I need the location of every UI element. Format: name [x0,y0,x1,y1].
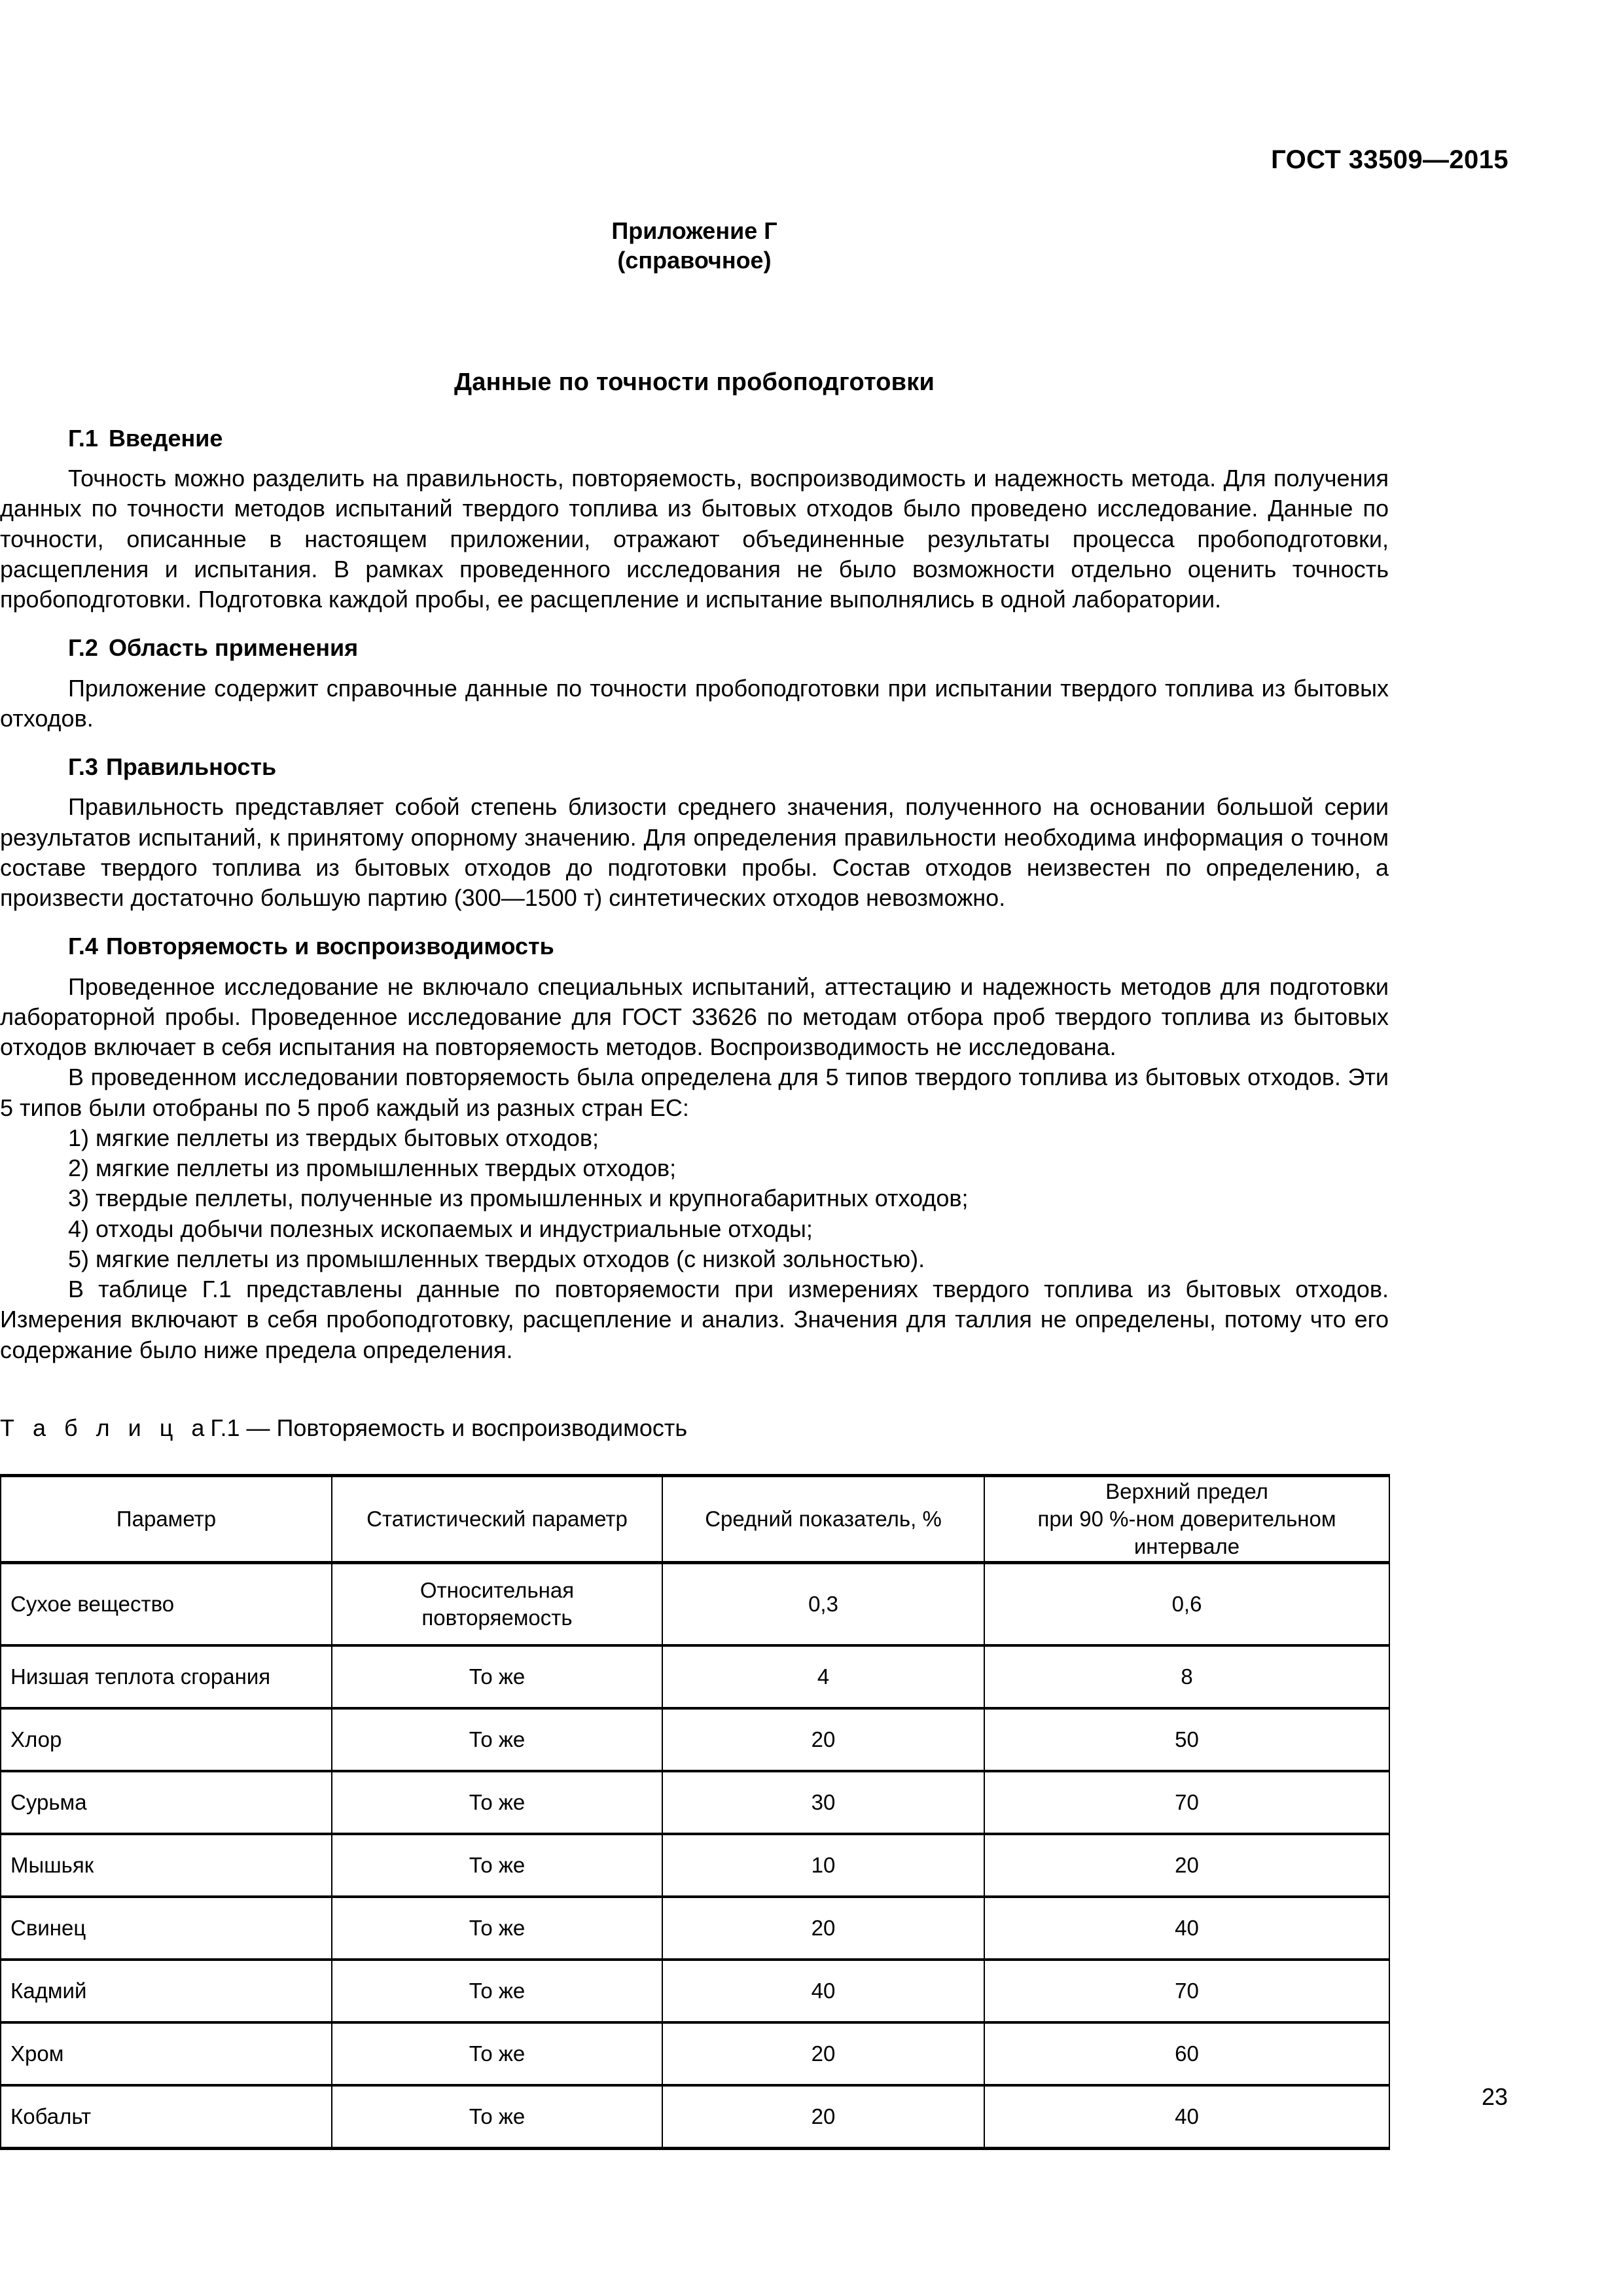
section-number-g1: Г.1 [68,425,98,452]
table-row [1,2085,1389,2149]
section-number-g4: Г.4 [68,933,98,960]
table-row [1,2022,1389,2085]
cell-statistic: То же [332,1834,662,1897]
section-title-g1: Введение [108,425,223,452]
annex-heading [0,216,1389,276]
section-heading-g4 [0,932,1389,960]
table-row [1,1834,1389,1897]
cell-mean: 20 [662,2022,984,2085]
cell-statistic: То же [332,2022,662,2085]
running-header-standard-ref: ГОСТ 33509—2015 [1271,145,1508,174]
cell-upper: 8 [984,1645,1389,1708]
cell-upper: 70 [984,1771,1389,1834]
cell-parameter: Кадмий [1,1960,332,2022]
cell-mean: 20 [662,1708,984,1771]
section-number-g2: Г.2 [68,634,98,662]
cell-statistic: То же [332,1645,662,1708]
table-row [1,1645,1389,1708]
cell-statistic: То же [332,1771,662,1834]
cell-upper: 40 [984,2085,1389,2149]
section-title-g4: Повторяемость и воспроизводимость [105,933,554,960]
table-row [1,1708,1389,1771]
cell-upper: 40 [984,1897,1389,1960]
cell-mean: 10 [662,1834,984,1897]
paragraph-g1-1: Точность можно разделить на правильность, повторяемость, воспроизводимость и надежность метода. Для получения данных по точности методов испытаний твердого топлива из бытовых отходов было проведено исследование. Данные по точности, описанные в настоящем приложении, отражают объединенные результаты процесса пробоподготовки, расщепления и испытания. В рамках проведенного исследования не было возможности отдельно оценить точность пробоподготовки. Подготовка каждой пробы, ее расщепление и испытание выполнялись в одной лаборатории. [0,465,1389,613]
column-header-statistic: Статистический параметр [332,1476,662,1563]
table-header [1,1476,1389,1563]
section-heading-g3 [0,753,1389,781]
table-row [1,1771,1389,1834]
section-number-g3: Г.3 [68,753,98,781]
cell-parameter: Кобальт [1,2085,332,2149]
page-number: 23 [1481,2083,1508,2110]
cell-statistic [332,1563,662,1646]
cell-upper: 0,6 [984,1563,1389,1646]
table-g1 [0,1474,1390,2150]
list-item: 2) мягкие пеллеты из промышленных твердых отходов; [68,1155,677,1181]
list-item: 4) отходы добычи полезных ископаемых и индустриальные отходы; [68,1215,813,1242]
cell-parameter: Мышьяк [1,1834,332,1897]
paragraph-g4-2: В проведенном исследовании повторяемость была определена для 5 типов твердого топлива из бытовых отходов. Эти 5 типов были отобраны по 5 проб каждый из разных стран ЕС: [0,1064,1389,1121]
list-item: 1) мягкие пеллеты из твердых бытовых отходов; [68,1124,599,1151]
cell-statistic: То же [332,2085,662,2149]
section-title-g3: Правильность [105,753,277,781]
table-caption-word: Т а б л и ц а [0,1414,211,1441]
cell-mean: 20 [662,1897,984,1960]
cell-parameter: Низшая теплота сгорания [1,1645,332,1708]
section-heading-g1 [0,424,1389,452]
table-body [1,1563,1389,2149]
paragraph-g3-1: Правильность представляет собой степень близости среднего значения, полученного на основании большой серии результатов испытаний, к принятому опорному значению. Для определения правильности необходима информация о точном составе твердого топлива из бытовых отходов до подготовки пробы. Состав отходов неизвестен по определению, а произвести достаточно большую партию (300—1500 т) синтетических отходов невозможно. [0,793,1389,912]
cell-upper: 20 [984,1834,1389,1897]
cell-statistic-line2: повторяемость [421,1605,573,1630]
cell-parameter: Хром [1,2022,332,2085]
column-header-mean: Средний показатель, % [662,1476,984,1563]
paragraph-g4-3: В таблице Г.1 представлены данные по повторяемости при измерениях твердого топлива из бытовых отходов. Измерения включают в себя пробоподготовку, расщепление и анализ. Значения для таллия не определены, потому что его содержание было ниже предела определения. [0,1276,1389,1363]
column-header-upper-limit-line3: интервале [1133,1534,1240,1559]
annex-label: Приложение Г [611,217,777,244]
list-item: 5) мягкие пеллеты из промышленных твердых отходов (с низкой зольностью). [68,1245,925,1272]
cell-statistic: То же [332,1897,662,1960]
cell-mean: 4 [662,1645,984,1708]
column-header-upper-limit-line1: Верхний предел [1105,1479,1268,1503]
paragraph-g4-1: Проведенное исследование не включало специальных испытаний, аттестацию и надежность методов для подготовки лабораторной пробы. Проведенное исследование для ГОСТ 33626 по методам отбора проб твердого топлива из бытовых отходов включает в себя испытания на повторяемость методов. Воспроизводимость не исследована. [0,973,1389,1060]
page-title: Данные по точности пробоподготовки [454,368,935,396]
cell-parameter: Сурьма [1,1771,332,1834]
cell-statistic-line1: Относительная [419,1577,575,1602]
section-title-g2: Область применения [108,634,359,662]
paragraph-g2-1: Приложение содержит справочные данные по точности пробоподготовки при испытании твердого топлива из бытовых отходов. [0,674,1389,732]
table-row [1,1563,1389,1646]
cell-statistic: То же [332,1960,662,2022]
column-header-upper-limit-line2: при 90 %-ном доверительном [1037,1506,1336,1531]
section-heading-g2 [0,634,1389,662]
table-header-row [1,1476,1389,1563]
table-caption-rest: Г.1 — Повторяемость и воспроизводимость [210,1414,688,1441]
cell-mean: 40 [662,1960,984,2022]
cell-mean: 30 [662,1771,984,1834]
cell-upper: 60 [984,2022,1389,2085]
annex-kind: (справочное) [617,247,772,274]
table-row [1,1960,1389,2022]
cell-parameter: Сухое вещество [1,1563,332,1646]
column-header-parameter: Параметр [1,1476,332,1563]
column-header-upper-limit [984,1476,1389,1563]
cell-mean: 20 [662,2085,984,2149]
cell-statistic: То же [332,1708,662,1771]
cell-upper: 70 [984,1960,1389,2022]
cell-mean: 0,3 [662,1563,984,1646]
cell-parameter: Хлор [1,1708,332,1771]
table-row [1,1897,1389,1960]
table-g1-wrapper [0,1474,1389,2150]
list-item: 3) твердые пеллеты, полученные из промышленных и крупногабаритных отходов; [68,1185,969,1212]
table-caption [0,1414,687,1442]
waste-types-list [0,1123,1389,1274]
cell-upper: 50 [984,1708,1389,1771]
cell-parameter: Свинец [1,1897,332,1960]
body-content [0,424,1389,1365]
